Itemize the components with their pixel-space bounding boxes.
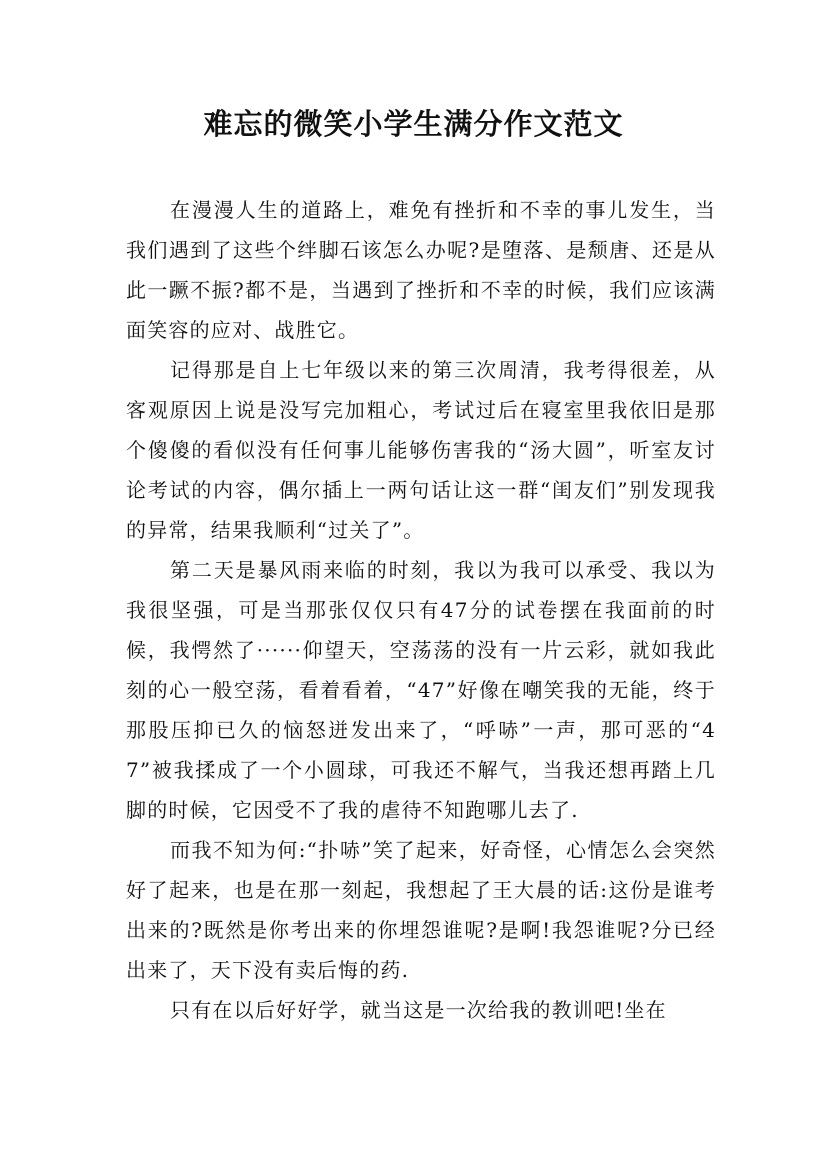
paragraph-5: 只有在以后好好学，就当这是一次给我的教训吧!坐在 (170, 998, 667, 1022)
page-title: 难忘的微笑小学生满分作文范文 (203, 107, 624, 141)
paragraph-3: 第二天是暴风雨来临的时刻，我以为我可以承受、我以为我很坚强，可是当那张仅仅只有47分的试卷摆在我面前的时候，我愕然了······仰望天，空荡荡的没有一片云彩，就如我此刻的心一般空荡，看着看着，“47”好像在嘲笑我的无能，终于那股压抑已久的恼怒迸发出来了，“呼哧”一声，那可恶的“47”被我揉成了一个小圆球，可我还不解气，当我还想再踏上几脚的时候，它因受不了我的虐待不知跑哪儿去了. (126, 558, 716, 822)
paragraph-1: 在漫漫人生的道路上，难免有挫折和不幸的事儿发生，当我们遇到了这些个绊脚石该怎么办呢?是堕落、是颓唐、还是从此一蹶不振?都不是，当遇到了挫折和不幸的时候，我们应该满面笑容的应对、战胜它。 (126, 198, 716, 342)
paragraph-4: 而我不知为何:“扑哧”笑了起来，好奇怪，心情怎么会突然好了起来，也是在那一刻起，我想起了王大晨的话:这份是谁考出来的?既然是你考出来的你埋怨谁呢?是啊!我怨谁呢?分已经出来了，天下没有卖后悔的药. (126, 838, 716, 982)
essay-body (126, 190, 716, 1030)
paragraph-2: 记得那是自上七年级以来的第三次周清，我考得很差，从客观原因上说是没写完加粗心，考试过后在寝室里我依旧是那个傻傻的看似没有任何事儿能够伤害我的“汤大圆”，听室友讨论考试的内容，偶尔插上一两句话让这一群“闺友们”别发现我的异常，结果我顺利“过关了”。 (126, 358, 716, 542)
